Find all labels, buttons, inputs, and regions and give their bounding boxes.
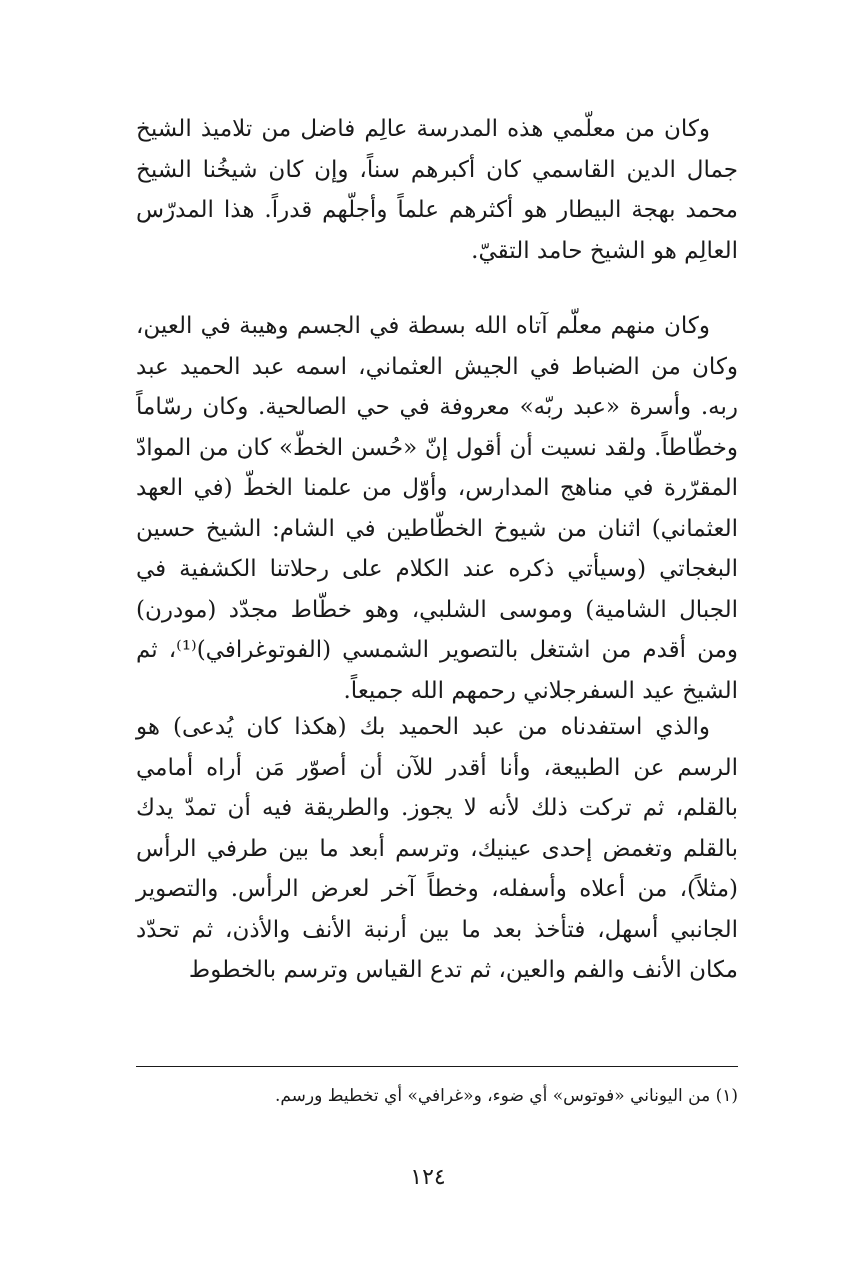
footnote-divider: [136, 1066, 738, 1067]
page-number: ١٢٤: [410, 1165, 446, 1190]
paragraph-3: والذي استفدناه من عبد الحميد بك (هكذا كان يُدعى) هو الرسم عن الطبيعة، وأنا أقدر للآن أن أصوّر مَن أراه أمامي بالقلم، ثم تركت ذلك لأنه لا يجوز. والطريقة فيه أن تمدّ يدك بالقلم وتغمض إحدى عينيك، وترسم أبعد ما بين طرفي الرأس (مثلاً)، من أعلاه وأسفله، وخطاً آخر لعرض الرأس. والتصوير الجانبي أسهل، فتأخذ بعد ما بين أرنبة الأنف والأذن، ثم تحدّد مكان الأنف والفم والعين، ثم تدع القياس وترسم بالخطوط: [136, 714, 738, 983]
footnote: (١) من اليوناني «فوتوس» أي ضوء، و«غرافي» أي تخطيط ورسم.: [274, 1086, 738, 1106]
paragraph-1: وكان من معلّمي هذه المدرسة عالِم فاضل من تلاميذ الشيخ جمال الدين القاسمي كان أكبرهم سناً، وإن كان شيخُنا الشيخ محمد بهجة البيطار هو أكثرهم علماً وأجلّهم قدراً. هذا المدرّس العالِم هو الشيخ حامد التقيّ.: [136, 116, 738, 264]
paragraph-2: وكان منهم معلّم آتاه الله بسطة في الجسم وهيبة في العين، وكان من الضباط في الجيش العثماني، اسمه عبد الحميد عبد ربه. وأسرة «عبد ربّه» معروفة في حي الصالحية. وكان رسّاماً وخطّاطاً. ولقد نسيت أن أقول إنّ «حُسن الخطّ» كان من الموادّ المقرّرة في مناهج المدارس، وأوّل من علمنا الخطّ (في العهد العثماني) اثنان من شيوخ الخطّاطين في الشام: الشيخ حسين البغجاتي (وسيأتي ذكره عند الكلام على رحلاتنا الكشفية في الجبال الشامية) وموسى الشلبي، وهو خطّاط مجدّد (مودرن) ومن أقدم من اشتغل بالتصوير الشمسي (الفوتوغرافي)⁽¹⁾، ثم الشيخ عيد السفرجلاني رحمهم الله جميعاً.: [136, 313, 739, 704]
